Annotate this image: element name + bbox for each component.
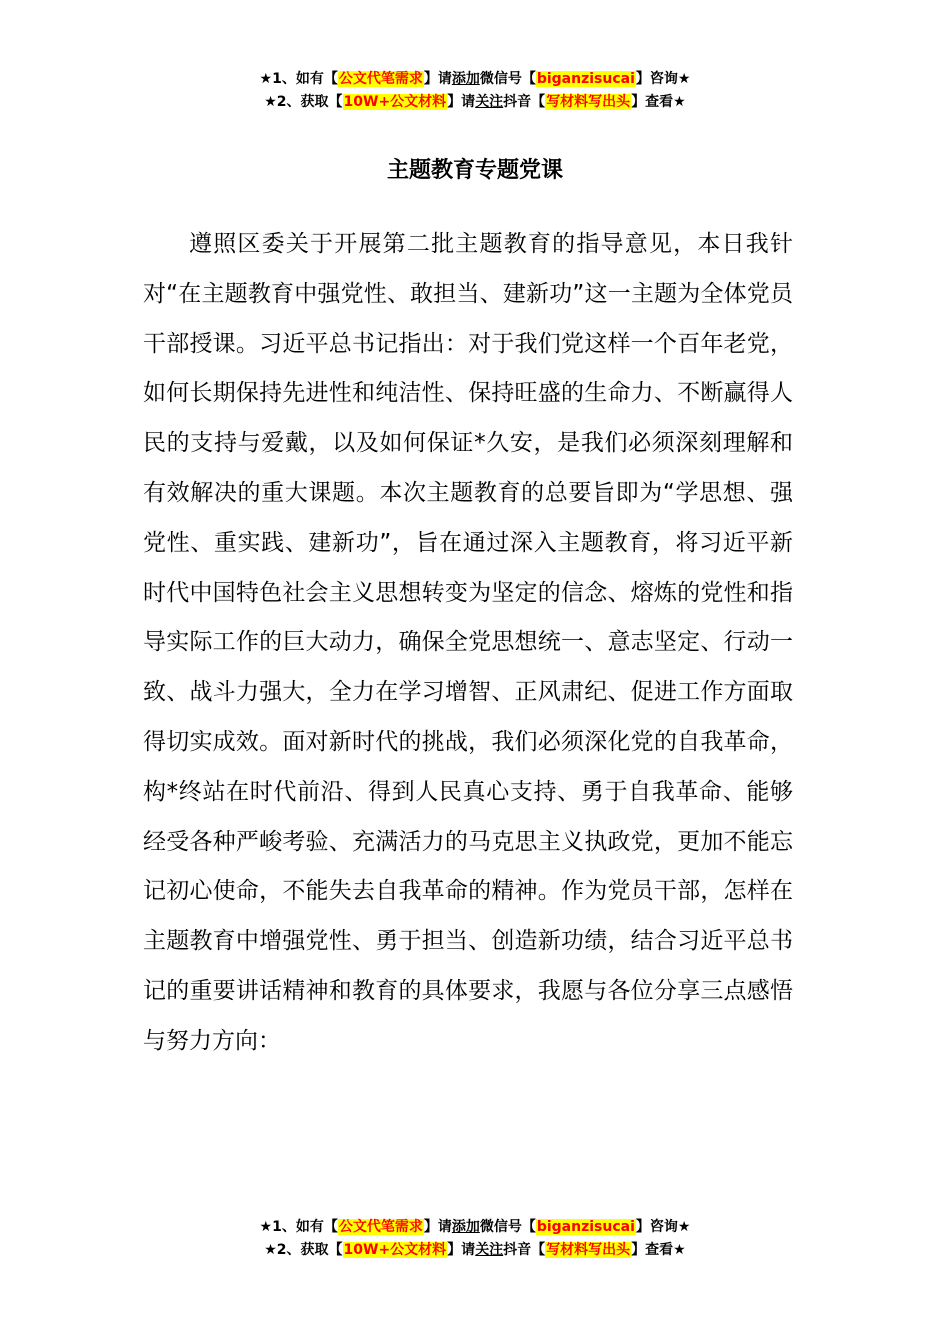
banner-line-2 (0, 1239, 950, 1262)
banner-text: 微信号【 (479, 1219, 536, 1235)
banner-text: 】查看★ (631, 1242, 686, 1258)
banner-text: 】请 (447, 1242, 476, 1258)
body-paragraph: 遵照区委关于开展第二批主题教育的指导意见，本日我针对“在主题教育中强党性、敢担当、建新功”这一主题为全体党员干部授课。习近平总书记指出：对于我们党这样一个百年老党，如何长期保持先进性和纯洁性、保持旺盛的生命力、不断赢得人民的支持与爱戴，以及如何保证*久安，是我们必须深刻理解和有效解决的重大课题。本次主题教育的总要旨即为“学思想、强党性、重实践、建新功”，旨在通过深入主题教育，将习近平新时代中国特色社会主义思想转变为坚定的信念、熔炼的党性和指导实际工作的巨大动力，确保全党思想统一、意志坚定、行动一致、战斗力强大，全力在学习增智、正风肃纪、促进工作方面取得切实成效。面对新时代的挑战，我们必须深化党的自我革命，构*终站在时代前沿、得到人民真心支持、勇于自我革命、能够经受各种严峻考验、充满活力的马克思主义执政党，更加不能忘记初心使命，不能失去自我革命的精神。作为党员干部，怎样在主题教育中增强党性、勇于担当、创造新功绩，结合习近平总书记的重要讲话精神和教育的具体要求，我愿与各位分享三点感悟与努力方向： (143, 231, 793, 1054)
banner-text: ★2、获取【 (264, 94, 343, 110)
banner-text: ★1、如有【 (259, 1219, 338, 1235)
banner-text: 抖音【 (503, 1242, 546, 1258)
banner-text: ★2、获取【 (264, 1242, 343, 1258)
highlight-wechat-id: biganzisucai (536, 71, 635, 87)
document-title: 主题教育专题党课 (386, 158, 563, 183)
underlined-add: 添加 (451, 71, 480, 87)
banner-text: ★1、如有【 (259, 71, 338, 87)
banner-line-2 (0, 91, 950, 114)
highlight-wechat-id: biganzisucai (536, 1219, 635, 1235)
banner-text: 】请 (423, 1219, 452, 1235)
banner-text: 微信号【 (479, 71, 536, 87)
highlight-materials: 10W+公文材料 (343, 1242, 447, 1258)
highlight-service: 公文代笔需求 (338, 71, 423, 87)
banner-line-1 (0, 1216, 950, 1239)
banner-text: 】查看★ (631, 94, 686, 110)
highlight-service: 公文代笔需求 (338, 1219, 423, 1235)
banner-text: 】咨询★ (635, 1219, 691, 1235)
banner-line-1 (0, 68, 950, 91)
underlined-add: 添加 (451, 1219, 480, 1235)
banner-text: 】请 (447, 94, 476, 110)
footer-banner (0, 1216, 950, 1262)
underlined-follow: 关注 (475, 1242, 504, 1258)
highlight-douyin-account: 写材料写出头 (546, 1242, 631, 1258)
banner-text: 】请 (423, 71, 452, 87)
banner-text: 抖音【 (503, 94, 546, 110)
header-banner (0, 68, 950, 114)
highlight-materials: 10W+公文材料 (343, 94, 447, 110)
banner-text: 】咨询★ (635, 71, 691, 87)
underlined-follow: 关注 (475, 94, 504, 110)
highlight-douyin-account: 写材料写出头 (546, 94, 631, 110)
